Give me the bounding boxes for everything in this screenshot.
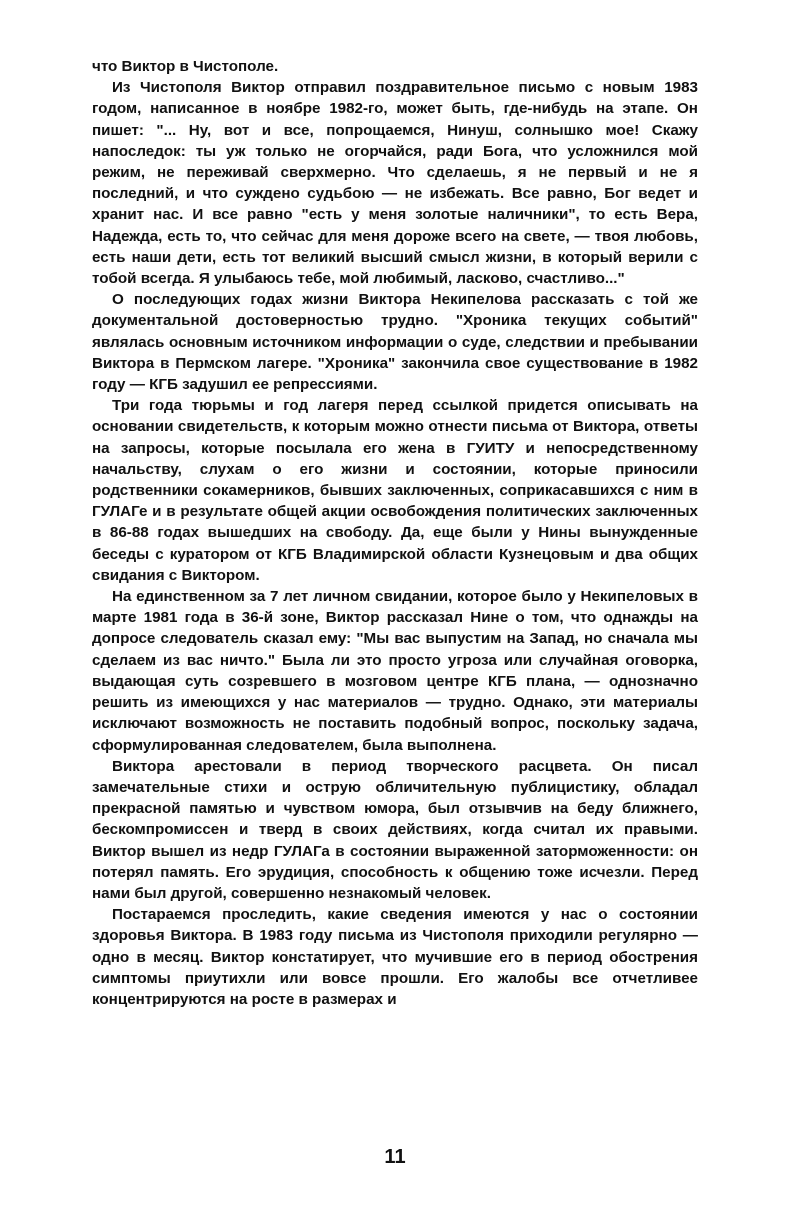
paragraph-continuation: что Виктор в Чистополе. bbox=[92, 58, 279, 75]
paragraph-health: Постараемся проследить, какие сведения имеются у нас о состоянии здоровья Виктора. В 1983 году письма из Чистополя приходили регулярно — одно в месяц. Виктор констатирует, что мучившие его в период обострения симптомы приутихли или вовсе прошли. Его жалобы все отчетливее концентрируются на росте в размерах и bbox=[92, 906, 698, 1008]
page-number: 11 bbox=[384, 1146, 406, 1168]
page-text-block bbox=[92, 56, 698, 1010]
paragraph-personal-visit: На единственном за 7 лет личном свидании, которое было у Некипеловых в марте 1981 года в 36-й зоне, Виктор рассказал Нине о том, что однажды на допросе следователь сказал ему: "Мы вас выпустим на Запад, но сначала мы сделаем из вас ничто." Была ли это просто угроза или случайная оговорка, выдающая суть созревшего в мозговом центре КГБ плана, — однозначно решить из имеющихся у нас материалов — трудно. Однако, эти материалы исключают возможность не поставить подобный вопрос, поскольку задача, сформулированная следователем, была выполнена. bbox=[92, 588, 698, 754]
paragraph-letter-from-chistopol: Из Чистополя Виктор отправил поздравительное письмо с новым 1983 годом, написанное в ноябре 1982-го, может быть, где-нибудь на этапе. Он пишет: "... Ну, вот и все, попрощаемся, Нинуш, солнышко мое! Скажу напоследок: ты уж только не огорчайся, ради Бога, что усложнился мой режим, не переживай сверхмерно. Что сделаешь, я не первый и не я последний, и что суждено судьбою — не избежать. Все равно, Бог ведет и хранит нас. И все равно "есть у меня золотые наличники", то есть Вера, Надежда, есть то, что сейчас для меня дороже всего на свете, — твоя любовь, есть наши дети, есть тот великий высший смысл жизни, в который верили с тобой всегда. Я улыбаюсь тебе, мой любимый, ласково, счастливо..." bbox=[92, 79, 698, 288]
paragraph-arrest: Виктора арестовали в период творческого расцвета. Он писал замечательные стихи и острую обличительную публицистику, обладал прекрасной памятью и чувством юмора, был отзывчив на беду ближнего, бескомпромиссен и тверд в своих действиях, когда считал их правыми. Виктор вышел из недр ГУЛАГа в состоянии выраженной заторможенности: он потерял память. Его эрудиция, способность к общению тоже исчезли. Перед нами был другой, совершенно незнакомый человек. bbox=[92, 757, 698, 902]
paragraph-later-years: О последующих годах жизни Виктора Некипелова рассказать с той же документальной достоверностью трудно. "Хроника текущих событий" являлась основным источником информации о суде, следствии и пребывании Виктора в Пермском лагере. "Хроника" закончила свое существование в 1982 году — КГБ задушил ее репрессиями. bbox=[92, 291, 698, 394]
paragraph-prison-and-camp: Три года тюрьмы и год лагеря перед ссылкой придется описывать на основании свидетельств, к которым можно отнести письма от Виктора, ответы на запросы, которые посылала его жена в ГУИТУ и непосредственному начальству, слухам о его жизни и состоянии, которые приносили родственники сокамерников, бывших заключенных, соприкасавшихся с ним в ГУЛАГе и в результате общей акции освобождения политических заключенных в 86-88 годах вышедших на свободу. Да, еще были у Нины вынужденные беседы с куратором от КГБ Владимирской области Кузнецовым и два общих свидания с Виктором. bbox=[92, 397, 698, 584]
